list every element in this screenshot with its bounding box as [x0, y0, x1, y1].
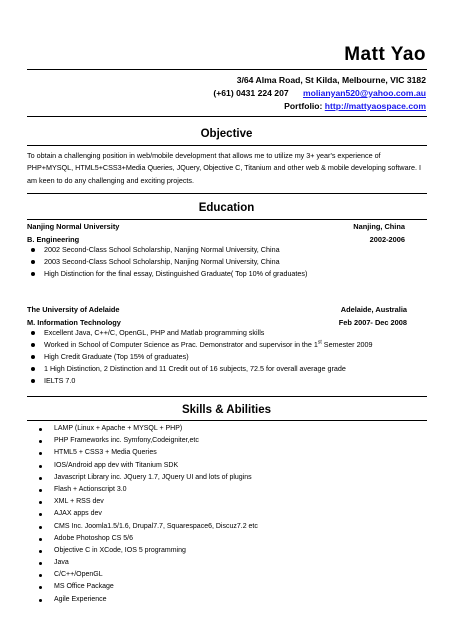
list-item: Agile Experience	[37, 594, 258, 606]
objective-divider	[27, 145, 427, 146]
education-heading: Education	[198, 202, 255, 214]
header-divider	[27, 69, 427, 70]
education-bottom-divider	[27, 396, 427, 397]
list-item: IELTS 7.0	[27, 375, 373, 387]
objective-bottom-divider	[27, 193, 427, 194]
objective-heading: Objective	[200, 128, 253, 140]
bullet-icon	[39, 599, 42, 602]
portfolio-line	[284, 101, 426, 111]
bullet-icon	[39, 526, 42, 529]
list-item: 2002 Second-Class School Scholarship, Nanjing Normal University, China	[27, 244, 307, 256]
candidate-name: Matt Yao	[344, 44, 426, 65]
bullet-icon	[39, 501, 42, 504]
list-item: 2003 Second-Class School Scholarship, Nanjing Normal University, China	[27, 256, 307, 268]
bullet-icon	[39, 452, 42, 455]
bullet-icon	[39, 586, 42, 589]
school2-list	[27, 327, 373, 387]
list-item: HTML5 + CSS3 + Media Queries	[37, 447, 258, 459]
bullet-icon	[39, 513, 42, 516]
contact-divider	[27, 116, 427, 117]
school1-location: Nanjing, China	[353, 222, 405, 231]
bullet-icon	[31, 272, 35, 276]
portfolio-link[interactable]: http://mattyaospace.com	[324, 101, 426, 111]
bullet-icon	[31, 343, 35, 347]
skills-list	[37, 423, 258, 606]
list-item: Objective C in XCode, IOS 5 programming	[37, 545, 258, 557]
list-item: Adobe Photoshop CS 5/6	[37, 533, 258, 545]
bullet-icon	[31, 331, 35, 335]
list-item: Worked in School of Computer Science as Prac. Demonstrator and supervisor in the 1st Semester 2009	[27, 339, 373, 351]
education-divider	[27, 219, 427, 220]
school2-name: The University of Adelaide	[27, 305, 120, 314]
list-item: High Credit Graduate (Top 15% of graduates)	[27, 351, 373, 363]
bullet-icon	[39, 574, 42, 577]
school2-location: Adelaide, Australia	[340, 305, 407, 314]
school2-dates: Feb 2007- Dec 2008	[338, 318, 407, 327]
school1-name: Nanjing Normal University	[27, 222, 120, 231]
school1-degree: B. Engineering	[27, 235, 80, 244]
bullet-icon	[31, 379, 35, 383]
list-item: AJAX apps dev	[37, 508, 258, 520]
list-item: CMS Inc. Joomla1.5/1.6, Drupal7.7, Squarespace6, Discuz7.2 etc	[37, 521, 258, 533]
objective-text: To obtain a challenging position in web/mobile development that allows me to utilize my 3+ year's experience of PHP+MYSQL, HTML5+CSS3+Media Queries, JQuery, Objective C, Titanium and other web & mobile developing software. I am keen to do any challenging and exciting projects.	[27, 151, 421, 185]
bullet-icon	[39, 538, 42, 541]
address: 3/64 Alma Road, St Kilda, Melbourne, VIC 3182	[236, 75, 426, 85]
bullet-icon	[31, 248, 35, 252]
bullet-icon	[39, 428, 42, 431]
list-item: Java	[37, 557, 258, 569]
skills-heading: Skills & Abilities	[181, 404, 272, 416]
school2-row	[27, 305, 427, 314]
school2-degree: M. Information Technology	[27, 318, 121, 327]
bullet-icon	[39, 562, 42, 565]
phone: (+61) 0431 224 207	[213, 88, 289, 98]
list-item: MS Office Package	[37, 581, 258, 593]
list-item: IOS/Android app dev with Titanium SDK	[37, 460, 258, 472]
list-item: Javascript Library inc. JQuery 1.7, JQuery UI and lots of plugins	[37, 472, 258, 484]
bullet-icon	[39, 440, 42, 443]
skills-divider	[27, 420, 427, 421]
school1-list	[27, 244, 307, 280]
bullet-icon	[39, 550, 42, 553]
list-item: LAMP (Linux + Apache + MYSQL + PHP)	[37, 423, 258, 435]
portfolio-label: Portfolio:	[284, 101, 323, 111]
bullet-icon	[31, 355, 35, 359]
list-item: 1 High Distinction, 2 Distinction and 11 Credit out of 16 subjects, 72.5 for overall average grade	[27, 363, 373, 375]
bullet-icon	[39, 489, 42, 492]
list-item: C/C++/OpenGL	[37, 569, 258, 581]
bullet-icon	[31, 260, 35, 264]
list-item: PHP Frameworks inc. Symfony,Codeigniter,etc	[37, 435, 258, 447]
school1-dates: 2002-2006	[369, 235, 405, 244]
school1-row	[27, 222, 427, 231]
school2-degree-row	[27, 318, 427, 327]
bullet-icon	[31, 367, 35, 371]
bullet-icon	[39, 477, 42, 480]
email-link[interactable]: molianyan520@yahoo.com.au	[302, 88, 426, 98]
bullet-icon	[39, 465, 42, 468]
list-item: Excellent Java, C++/C, OpenGL, PHP and Matlab programming skills	[27, 327, 373, 339]
phone-email-line	[213, 88, 426, 98]
school1-degree-row	[27, 235, 427, 244]
list-item: High Distinction for the final essay, Distinguished Graduate( Top 10% of graduates)	[27, 268, 307, 280]
list-item: Flash + Actionscript 3.0	[37, 484, 258, 496]
list-item: XML + RSS dev	[37, 496, 258, 508]
